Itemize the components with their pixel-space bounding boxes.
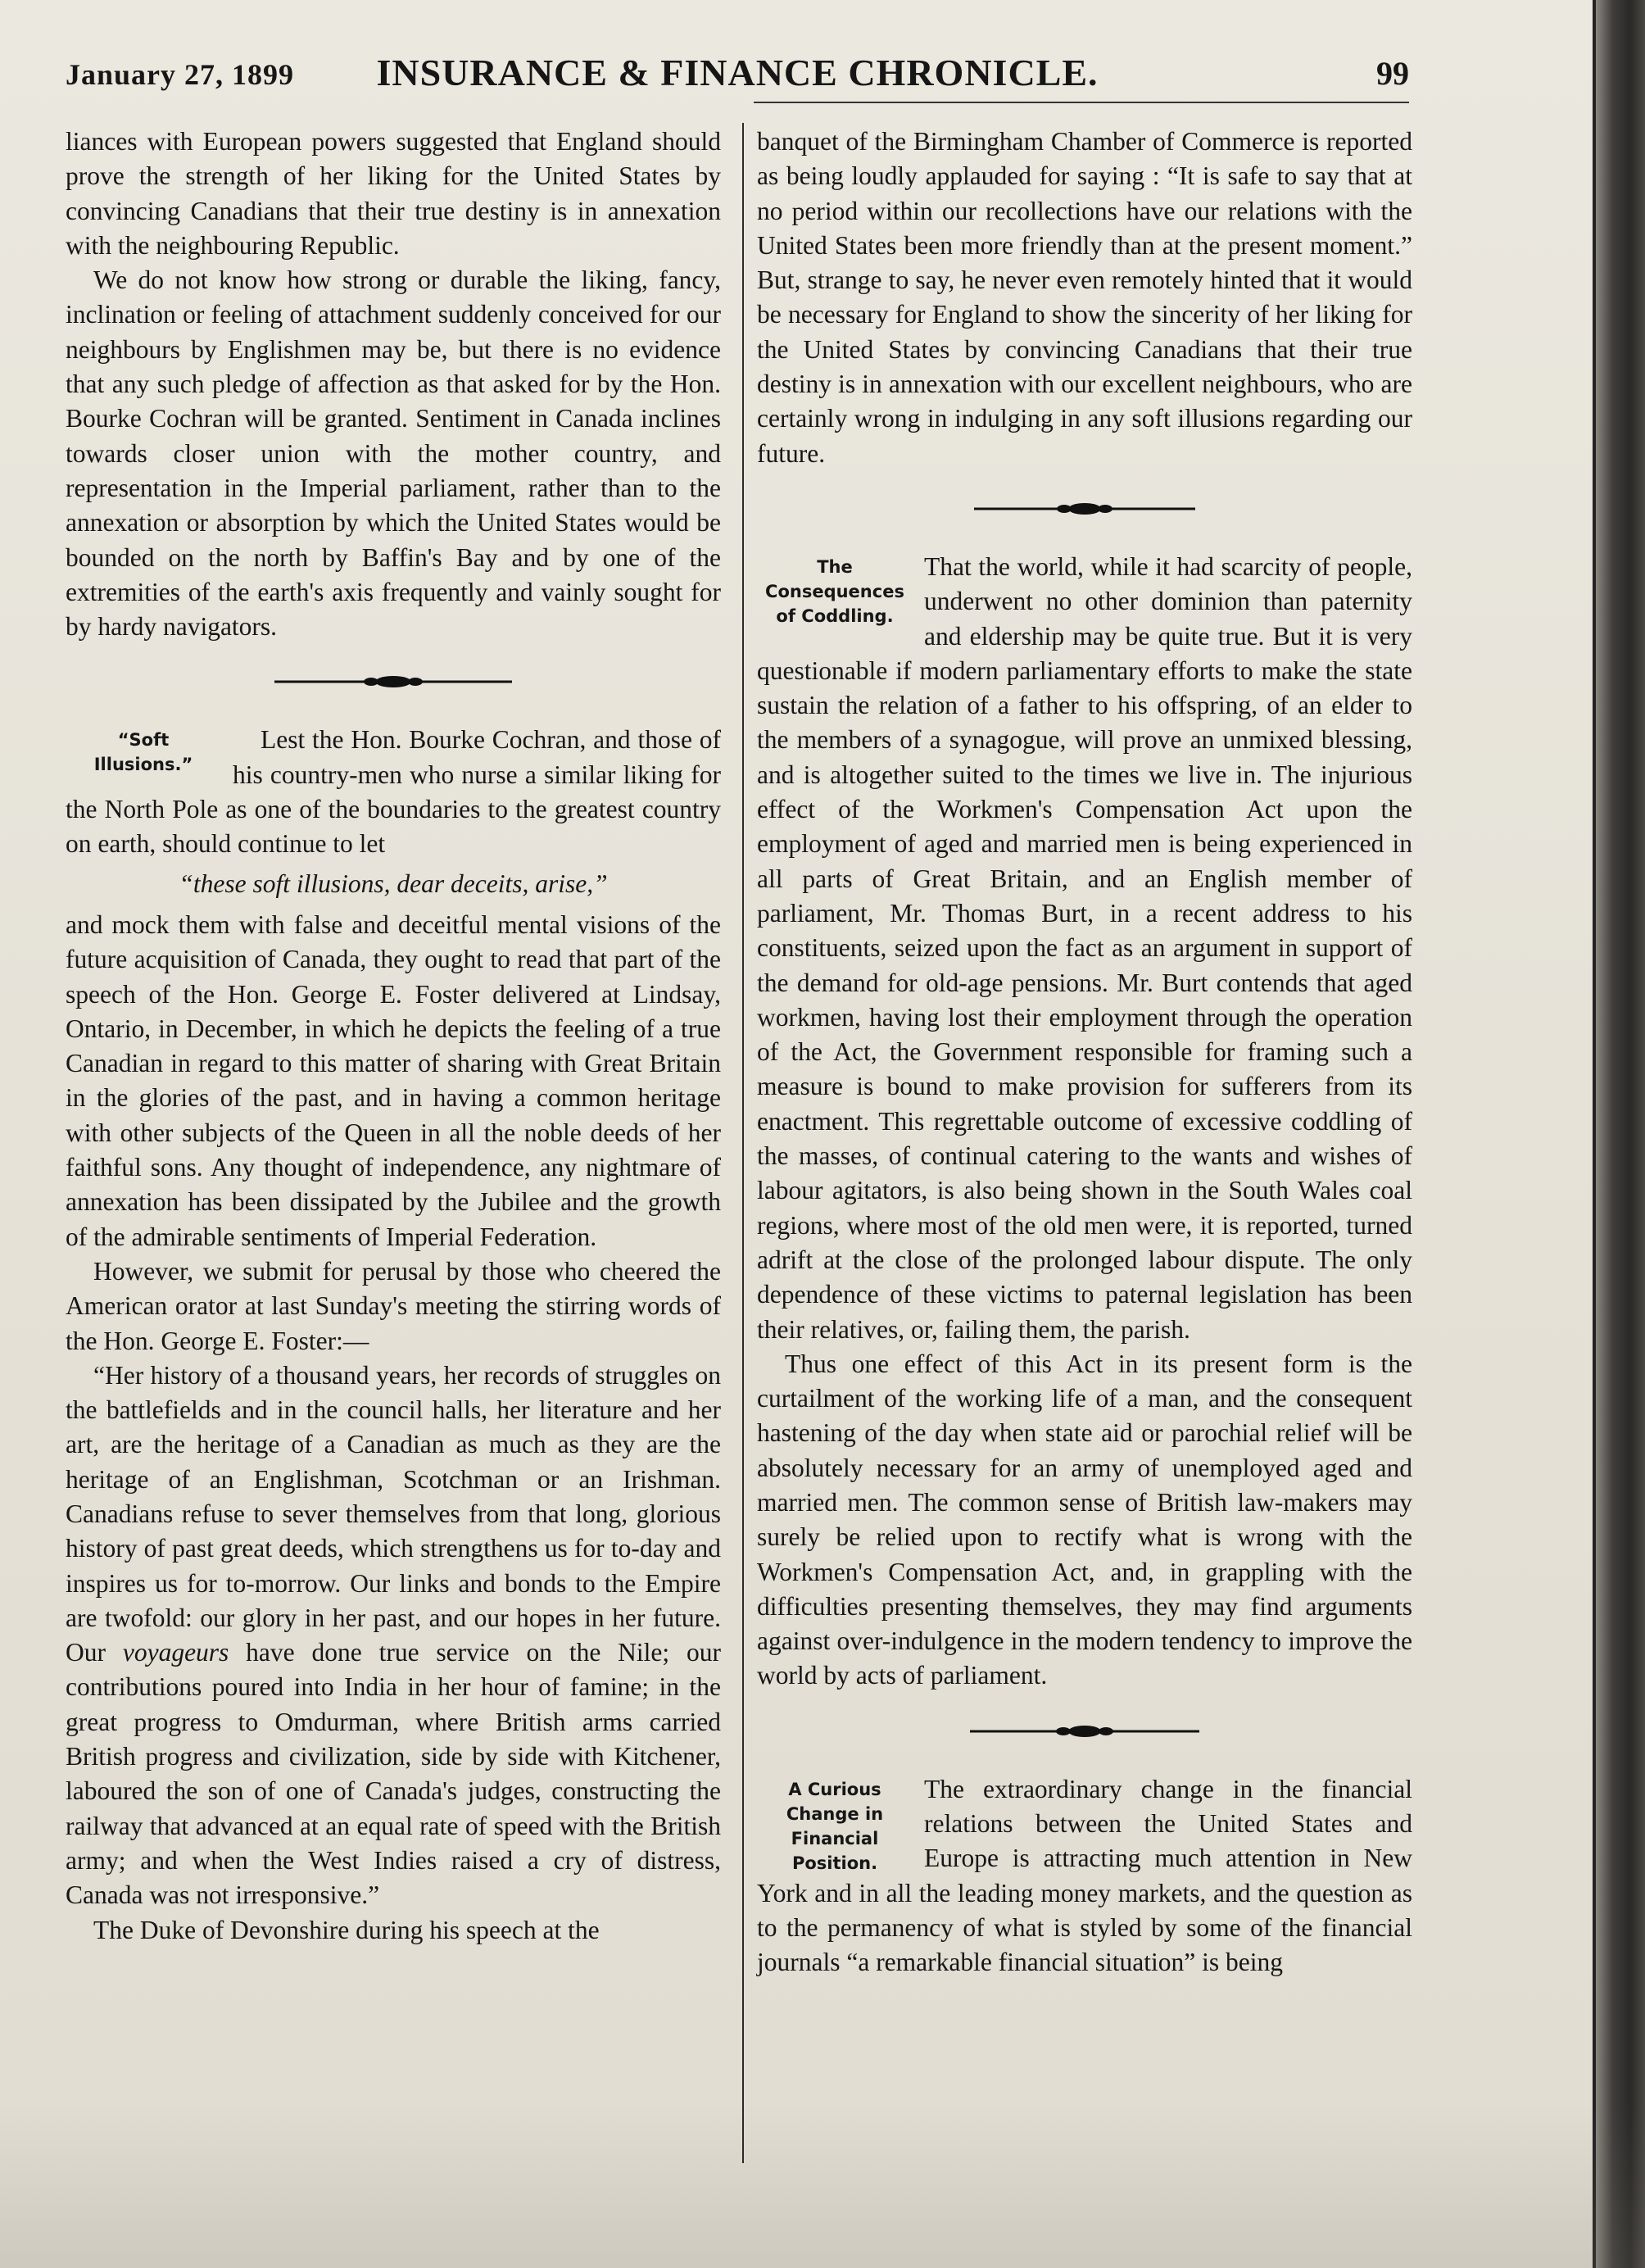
section-heading: The Consequences of Coddling.	[765, 556, 904, 626]
paragraph: The Duke of Devonshire during his speech at the	[93, 1915, 600, 1944]
right-column	[757, 125, 1412, 1980]
section-ornament	[66, 644, 721, 723]
column-divider	[742, 123, 744, 2163]
verse-quote: “these soft illusions, dear deceits, arise,”	[179, 869, 608, 898]
paragraph: We do not know how strong or durable the liking, fancy, inclination or feeling of attachment suddenly conceived for our neighbours by Englishmen may be, but there is no evidence that any such pledge of affection as that asked for by the Hon. Bourke Cochran will be granted. Sentiment in Canada inclines towards closer union with the mother country, and representation in the Imperial parliament, rather than to the annexation or absorption by which the United States would be bounded on the north by Baffin's Bay and by one of the extremities of the earth's axis frequently and vainly sought for by hardy navigators.	[66, 265, 721, 642]
quoted-speech-text: “Her history of a thousand years, her records of struggles on the battlefields and in the council halls, her literature and her art, are the heritage of a Canadian as much as they are the heritage of an Englishman, Scotchman or an Irishman. Canadians refuse to sever themselves from that long, glorious history of past great deeds, which strengthens us for to-day and inspires us for to-morrow. Our links and bonds to the Empire are twofold: our glory in her past, and our hopes in her future. Our	[66, 1360, 721, 1667]
running-header	[66, 51, 1409, 100]
paragraph: banquet of the Birmingham Chamber of Commerce is reported as being loudly applauded for saying : “It is safe to say that at no period within our recollections have our relations with the United States been more friendly than at the present moment.” But, strange to say, he never even remotely hinted that it would be necessary for England to show the sincerity of her liking for the United States by convincing Canadians that their true destiny is in annexation with our excellent neighbours, who are certainly wrong in indulging in any soft illusions regarding our future.	[757, 127, 1412, 468]
section-heading: A Curious Change in Financial Position.	[786, 1779, 884, 1873]
section-consequences-of-coddling	[757, 550, 1412, 1694]
ornament-rule-icon	[974, 499, 1195, 519]
left-column	[66, 125, 721, 1948]
quoted-speech-text: have done true service on the Nile; our contributions poured into India in her hour of famine; in the great progress to Omdurman, where British arms carried British progress and civilization, side by side with Kitchener, laboured the son of one of Canada's judges, constructing the railway that advanced at an equal rate of speed with the British army; and when the West Indies raised a cry of distress, Canada was not irresponsive.”	[66, 1638, 721, 1910]
page-shading	[0, 2104, 1645, 2268]
paragraph: liances with European powers suggested that England should prove the strength of her liking for the United States by convincing Canadians that their true destiny is in annexation with the neighbouring Republic.	[66, 127, 721, 260]
quoted-speech	[66, 1359, 721, 1913]
section-curious-change	[757, 1772, 1412, 1980]
paragraph: However, we submit for perusal by those who cheered the American orator at last Sunday's meeting the stirring words of the Hon. George E. Foster:—	[66, 1256, 721, 1355]
header-rule	[754, 102, 1409, 103]
page-binding-edge	[1596, 0, 1645, 2268]
publication-title: INSURANCE & FINANCE CHRONICLE.	[376, 52, 1099, 93]
italic-term: voyageurs	[122, 1638, 229, 1667]
section-ornament	[757, 1694, 1412, 1772]
paragraph: Thus one effect of this Act in its present form is the curtailment of the working life of a man, and the consequent hastening of the day when state aid or parochial relief will be absolutely necessary for an army of unemployed aged and married men. The common sense of British law-makers may surely be relied upon to rectify what is wrong with the Workmen's Compensation Act, and, in grappling with the difficulties presenting themselves, they may find arguments against over-indulgence in the modern tendency to improve the world by acts of parliament.	[757, 1349, 1412, 1690]
ornament-rule-icon	[274, 672, 512, 692]
issue-date: January 27, 1899	[66, 58, 295, 91]
section-ornament	[757, 471, 1412, 550]
paragraph: That the world, while it had scarcity of people, underwent no other dominion than paternity and eldership may be quite true. But it is very questionable if modern parliamentary efforts to make the state sustain the relation of a father to his offspring, of an elder to the members of a synagogue, will prove an unmixed blessing, and is altogether suited to the times we live in. The injurious effect of the Workmen's Compensation Act upon the employment of aged and married men is being experienced in all parts of Great Britain, and an English member of parliament, Mr. Thomas Burt, in a recent address to his constituents, seized upon the fact as an argument in support of the demand for old-age pensions. Mr. Burt contends that aged workmen, having lost their employment through the operation of the Act, the Government responsible for framing such a measure is bound to make provision for sufferers from its enactment. This regrettable outcome of excessive coddling of the masses, of continual catering to the wants and wishes of labour agitators, is also being shown in the South Wales coal regions, where most of the old men were, it is reported, turned adrift at the close of the prolonged labour dispute. The only dependence of these victims to paternal legislation has been their relatives, or, failing them, the parish.	[757, 551, 1412, 1344]
paragraph: and mock them with false and deceitful mental visions of the future acquisition of Canada, they ought to read that part of the speech of the Hon. George E. Foster delivered at Lindsay, Ontario, in December, in which he depicts the feeling of a true Canadian in regard to this matter of sharing with Great Britain in the glories of the past, and in having a common heritage with other subjects of the Queen in all the noble deeds of her faithful sons. Any thought of independence, any nightmare of annexation has been dissipated by the Jubilee and the growth of the admirable sentiments of Imperial Federation.	[66, 909, 721, 1251]
paragraph: The extraordinary change in the financial relations between the United States and Europe is attracting much attention in New York and in all the leading money markets, and the question as to the permanency of what is styled by some of the financial journals “a remarkable financial situation” is being	[757, 1774, 1412, 1977]
section-soft-illusions	[66, 723, 721, 1947]
ornament-rule-icon	[970, 1721, 1199, 1741]
paragraph: Lest the Hon. Bourke Cochran, and those of his country-men who nurse a similar liking for the North Pole as one of the boundaries to the greatest country on earth, should continue to let	[66, 725, 721, 859]
page-number: 99	[1376, 55, 1409, 92]
section-heading: “Soft Illusions.”	[93, 730, 193, 775]
